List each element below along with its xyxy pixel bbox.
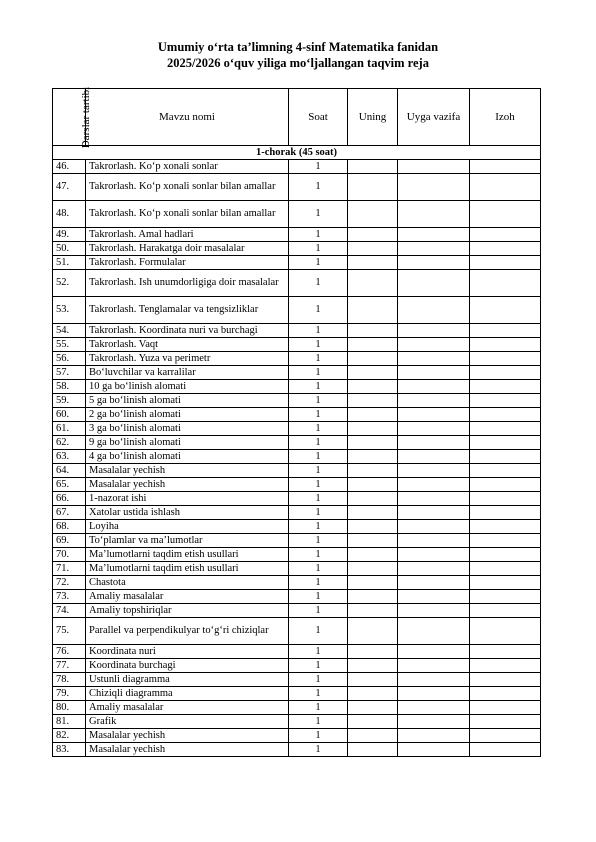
topic-cell: 2 ga bo‘linish alomati — [86, 408, 289, 422]
note-cell — [470, 436, 541, 450]
lesson-number-cell: 67. — [53, 506, 86, 520]
date-cell — [348, 256, 398, 270]
topic-cell: Bo‘luvchilar va karralilar — [86, 366, 289, 380]
lesson-number-cell: 70. — [53, 548, 86, 562]
table-row — [53, 520, 541, 534]
hours-cell: 1 — [289, 464, 348, 478]
note-cell — [470, 715, 541, 729]
date-cell — [348, 687, 398, 701]
homework-cell — [398, 701, 470, 715]
lesson-number-cell: 74. — [53, 604, 86, 618]
note-cell — [470, 228, 541, 242]
homework-cell — [398, 324, 470, 338]
table-row — [53, 270, 541, 297]
homework-cell — [398, 562, 470, 576]
hours-cell: 1 — [289, 506, 348, 520]
document-title-line-1: Umumiy o‘rta ta’limning 4-sinf Matematika fanidan — [157, 40, 439, 54]
lesson-number-cell: 80. — [53, 701, 86, 715]
date-cell — [348, 576, 398, 590]
lesson-number-cell: 78. — [53, 673, 86, 687]
homework-cell — [398, 520, 470, 534]
header-homework: Uyga vazifa — [398, 89, 470, 146]
hours-cell: 1 — [289, 174, 348, 201]
table-row — [53, 492, 541, 506]
note-cell — [470, 270, 541, 297]
table-row — [53, 242, 541, 256]
note-cell — [470, 729, 541, 743]
lesson-number-cell: 47. — [53, 174, 86, 201]
topic-cell: Amaliy topshiriqlar — [86, 604, 289, 618]
date-cell — [348, 366, 398, 380]
date-cell — [348, 394, 398, 408]
homework-cell — [398, 715, 470, 729]
table-row — [53, 174, 541, 201]
date-cell — [348, 338, 398, 352]
homework-cell — [398, 645, 470, 659]
hours-cell: 1 — [289, 160, 348, 174]
note-cell — [470, 506, 541, 520]
table-row — [53, 534, 541, 548]
table-row — [53, 562, 541, 576]
topic-cell: Takrorlash. Vaqt — [86, 338, 289, 352]
topic-cell: Parallel va perpendikulyar to‘g‘ri chiziqlar — [86, 618, 289, 645]
homework-cell — [398, 242, 470, 256]
date-cell — [348, 604, 398, 618]
date-cell — [348, 160, 398, 174]
note-cell — [470, 492, 541, 506]
date-cell — [348, 422, 398, 436]
hours-cell: 1 — [289, 715, 348, 729]
homework-cell — [398, 687, 470, 701]
hours-cell: 1 — [289, 450, 348, 464]
date-cell — [348, 436, 398, 450]
table-row — [53, 436, 541, 450]
lesson-number-cell: 69. — [53, 534, 86, 548]
note-cell — [470, 534, 541, 548]
lesson-number-cell: 76. — [53, 645, 86, 659]
hours-cell: 1 — [289, 548, 348, 562]
date-cell — [348, 352, 398, 366]
homework-cell — [398, 729, 470, 743]
table-row — [53, 408, 541, 422]
header-lesson-order-label: Darslar tartibi — [80, 86, 93, 148]
hours-cell: 1 — [289, 492, 348, 506]
lesson-number-cell: 59. — [53, 394, 86, 408]
date-cell — [348, 659, 398, 673]
topic-cell: Takrorlash. Ish unumdorligiga doir masalalar — [86, 270, 289, 297]
homework-cell — [398, 673, 470, 687]
topic-cell: To‘plamlar va ma’lumotlar — [86, 534, 289, 548]
homework-cell — [398, 174, 470, 201]
lesson-number-cell: 81. — [53, 715, 86, 729]
table-row — [53, 366, 541, 380]
note-cell — [470, 408, 541, 422]
note-cell — [470, 618, 541, 645]
homework-cell — [398, 352, 470, 366]
topic-cell: Ma’lumotlarni taqdim etish usullari — [86, 562, 289, 576]
date-cell — [348, 242, 398, 256]
lesson-number-cell: 46. — [53, 160, 86, 174]
topic-cell: Takrorlash. Ko‘p xonali sonlar — [86, 160, 289, 174]
date-cell — [348, 590, 398, 604]
hours-cell: 1 — [289, 645, 348, 659]
homework-cell — [398, 270, 470, 297]
homework-cell — [398, 590, 470, 604]
homework-cell — [398, 338, 470, 352]
note-cell — [470, 464, 541, 478]
homework-cell — [398, 380, 470, 394]
topic-cell: Xatolar ustida ishlash — [86, 506, 289, 520]
hours-cell: 1 — [289, 604, 348, 618]
topic-cell: Takrorlash. Tenglamalar va tengsizliklar — [86, 297, 289, 324]
table-row — [53, 394, 541, 408]
topic-cell: Takrorlash. Amal hadlari — [86, 228, 289, 242]
hours-cell: 1 — [289, 270, 348, 297]
table-row — [53, 422, 541, 436]
table-row — [53, 380, 541, 394]
topic-cell: Takrorlash. Yuza va perimetr — [86, 352, 289, 366]
note-cell — [470, 160, 541, 174]
table-row — [53, 201, 541, 228]
table-row — [53, 338, 541, 352]
hours-cell: 1 — [289, 590, 348, 604]
note-cell — [470, 478, 541, 492]
hours-cell: 1 — [289, 659, 348, 673]
table-row — [53, 604, 541, 618]
hours-cell: 1 — [289, 201, 348, 228]
hours-cell: 1 — [289, 242, 348, 256]
lesson-number-cell: 62. — [53, 436, 86, 450]
note-cell — [470, 256, 541, 270]
lesson-plan-table — [52, 88, 541, 757]
lesson-number-cell: 55. — [53, 338, 86, 352]
table-row — [53, 548, 541, 562]
lesson-number-cell: 63. — [53, 450, 86, 464]
date-cell — [348, 548, 398, 562]
hours-cell: 1 — [289, 618, 348, 645]
note-cell — [470, 338, 541, 352]
lesson-number-cell: 51. — [53, 256, 86, 270]
document-title-line-2: 2025/2026 o‘quv yiliga mo‘ljallangan taqvim reja — [167, 56, 429, 70]
lesson-number-cell: 56. — [53, 352, 86, 366]
lesson-number-cell: 52. — [53, 270, 86, 297]
hours-cell: 1 — [289, 394, 348, 408]
date-cell — [348, 618, 398, 645]
hours-cell: 1 — [289, 478, 348, 492]
lesson-number-cell: 73. — [53, 590, 86, 604]
homework-cell — [398, 492, 470, 506]
topic-cell: 10 ga bo‘linish alomati — [86, 380, 289, 394]
homework-cell — [398, 394, 470, 408]
table-row — [53, 297, 541, 324]
homework-cell — [398, 450, 470, 464]
date-cell — [348, 520, 398, 534]
date-cell — [348, 673, 398, 687]
table-row — [53, 352, 541, 366]
hours-cell: 1 — [289, 338, 348, 352]
note-cell — [470, 380, 541, 394]
topic-cell: Ma’lumotlarni taqdim etish usullari — [86, 548, 289, 562]
note-cell — [470, 562, 541, 576]
note-cell — [470, 201, 541, 228]
lesson-number-cell: 72. — [53, 576, 86, 590]
hours-cell: 1 — [289, 366, 348, 380]
hours-cell: 1 — [289, 352, 348, 366]
hours-cell: 1 — [289, 297, 348, 324]
table-row — [53, 324, 541, 338]
hours-cell: 1 — [289, 228, 348, 242]
topic-cell: 3 ga bo‘linish alomati — [86, 422, 289, 436]
date-cell — [348, 715, 398, 729]
table-row — [53, 506, 541, 520]
hours-cell: 1 — [289, 408, 348, 422]
date-cell — [348, 450, 398, 464]
note-cell — [470, 576, 541, 590]
hours-cell: 1 — [289, 701, 348, 715]
hours-cell: 1 — [289, 729, 348, 743]
note-cell — [470, 520, 541, 534]
hours-cell: 1 — [289, 422, 348, 436]
note-cell — [470, 394, 541, 408]
lesson-number-cell: 57. — [53, 366, 86, 380]
table-header-row — [53, 89, 541, 146]
date-cell — [348, 743, 398, 757]
topic-cell: 4 ga bo‘linish alomati — [86, 450, 289, 464]
table-row — [53, 701, 541, 715]
topic-cell: Chastota — [86, 576, 289, 590]
topic-cell: Koordinata nuri — [86, 645, 289, 659]
lesson-number-cell: 50. — [53, 242, 86, 256]
hours-cell: 1 — [289, 743, 348, 757]
date-cell — [348, 228, 398, 242]
note-cell — [470, 743, 541, 757]
table-row — [53, 715, 541, 729]
lesson-number-cell: 75. — [53, 618, 86, 645]
topic-cell: Amaliy masalalar — [86, 590, 289, 604]
lesson-number-cell: 77. — [53, 659, 86, 673]
date-cell — [348, 174, 398, 201]
lesson-number-cell: 68. — [53, 520, 86, 534]
date-cell — [348, 729, 398, 743]
note-cell — [470, 352, 541, 366]
date-cell — [348, 478, 398, 492]
table-row — [53, 478, 541, 492]
date-cell — [348, 201, 398, 228]
homework-cell — [398, 436, 470, 450]
topic-cell: Loyiha — [86, 520, 289, 534]
table-row — [53, 673, 541, 687]
note-cell — [470, 174, 541, 201]
topic-cell: Chiziqli diagramma — [86, 687, 289, 701]
lesson-number-cell: 49. — [53, 228, 86, 242]
date-cell — [348, 492, 398, 506]
table-row — [53, 590, 541, 604]
date-cell — [348, 270, 398, 297]
homework-cell — [398, 408, 470, 422]
header-hours: Soat — [289, 89, 348, 146]
hours-cell: 1 — [289, 673, 348, 687]
header-note: Izoh — [470, 89, 541, 146]
date-cell — [348, 506, 398, 520]
date-cell — [348, 534, 398, 548]
date-cell — [348, 464, 398, 478]
note-cell — [470, 645, 541, 659]
note-cell — [470, 687, 541, 701]
table-row — [53, 659, 541, 673]
table-row — [53, 464, 541, 478]
table-row — [53, 450, 541, 464]
note-cell — [470, 366, 541, 380]
homework-cell — [398, 297, 470, 324]
section-row — [53, 146, 541, 160]
topic-cell: Takrorlash. Formulalar — [86, 256, 289, 270]
topic-cell: 5 ga bo‘linish alomati — [86, 394, 289, 408]
lesson-number-cell: 60. — [53, 408, 86, 422]
lesson-number-cell: 65. — [53, 478, 86, 492]
homework-cell — [398, 604, 470, 618]
date-cell — [348, 408, 398, 422]
header-date: Uning — [348, 89, 398, 146]
hours-cell: 1 — [289, 324, 348, 338]
table-row — [53, 645, 541, 659]
date-cell — [348, 324, 398, 338]
homework-cell — [398, 256, 470, 270]
topic-cell: Ustunli diagramma — [86, 673, 289, 687]
header-topic: Mavzu nomi — [86, 89, 289, 146]
homework-cell — [398, 743, 470, 757]
table-row — [53, 228, 541, 242]
lesson-number-cell: 64. — [53, 464, 86, 478]
topic-cell: Takrorlash. Ko‘p xonali sonlar bilan amallar — [86, 201, 289, 228]
homework-cell — [398, 478, 470, 492]
topic-cell: Masalalar yechish — [86, 478, 289, 492]
table-row — [53, 256, 541, 270]
hours-cell: 1 — [289, 687, 348, 701]
date-cell — [348, 380, 398, 394]
hours-cell: 1 — [289, 380, 348, 394]
homework-cell — [398, 464, 470, 478]
table-row — [53, 687, 541, 701]
lesson-number-cell: 53. — [53, 297, 86, 324]
hours-cell: 1 — [289, 520, 348, 534]
table-row — [53, 160, 541, 174]
topic-cell: Koordinata burchagi — [86, 659, 289, 673]
topic-cell: Takrorlash. Koordinata nuri va burchagi — [86, 324, 289, 338]
homework-cell — [398, 422, 470, 436]
lesson-number-cell: 54. — [53, 324, 86, 338]
homework-cell — [398, 201, 470, 228]
note-cell — [470, 324, 541, 338]
homework-cell — [398, 228, 470, 242]
note-cell — [470, 450, 541, 464]
topic-cell: Grafik — [86, 715, 289, 729]
homework-cell — [398, 618, 470, 645]
homework-cell — [398, 659, 470, 673]
date-cell — [348, 562, 398, 576]
table-row — [53, 576, 541, 590]
lesson-number-cell: 61. — [53, 422, 86, 436]
date-cell — [348, 297, 398, 324]
note-cell — [470, 590, 541, 604]
topic-cell: Amaliy masalalar — [86, 701, 289, 715]
lesson-number-cell: 79. — [53, 687, 86, 701]
lesson-number-cell: 58. — [53, 380, 86, 394]
homework-cell — [398, 506, 470, 520]
hours-cell: 1 — [289, 256, 348, 270]
hours-cell: 1 — [289, 576, 348, 590]
topic-cell: Masalalar yechish — [86, 729, 289, 743]
lesson-number-cell: 83. — [53, 743, 86, 757]
homework-cell — [398, 548, 470, 562]
topic-cell: Takrorlash. Ko‘p xonali sonlar bilan amallar — [86, 174, 289, 201]
table-row — [53, 618, 541, 645]
homework-cell — [398, 534, 470, 548]
table-row — [53, 743, 541, 757]
topic-cell: Takrorlash. Harakatga doir masalalar — [86, 242, 289, 256]
note-cell — [470, 701, 541, 715]
note-cell — [470, 673, 541, 687]
note-cell — [470, 659, 541, 673]
topic-cell: 1-nazorat ishi — [86, 492, 289, 506]
header-lesson-order — [53, 86, 93, 148]
date-cell — [348, 701, 398, 715]
hours-cell: 1 — [289, 436, 348, 450]
note-cell — [470, 604, 541, 618]
note-cell — [470, 422, 541, 436]
note-cell — [470, 242, 541, 256]
homework-cell — [398, 366, 470, 380]
table-row — [53, 729, 541, 743]
lesson-number-cell: 71. — [53, 562, 86, 576]
homework-cell — [398, 576, 470, 590]
section-title: 1-chorak (45 soat) — [53, 146, 541, 160]
hours-cell: 1 — [289, 534, 348, 548]
hours-cell: 1 — [289, 562, 348, 576]
topic-cell: Masalalar yechish — [86, 743, 289, 757]
lesson-number-cell: 66. — [53, 492, 86, 506]
note-cell — [470, 297, 541, 324]
lesson-number-cell: 48. — [53, 201, 86, 228]
topic-cell: Masalalar yechish — [86, 464, 289, 478]
topic-cell: 9 ga bo‘linish alomati — [86, 436, 289, 450]
homework-cell — [398, 160, 470, 174]
date-cell — [348, 645, 398, 659]
lesson-number-cell: 82. — [53, 729, 86, 743]
note-cell — [470, 548, 541, 562]
